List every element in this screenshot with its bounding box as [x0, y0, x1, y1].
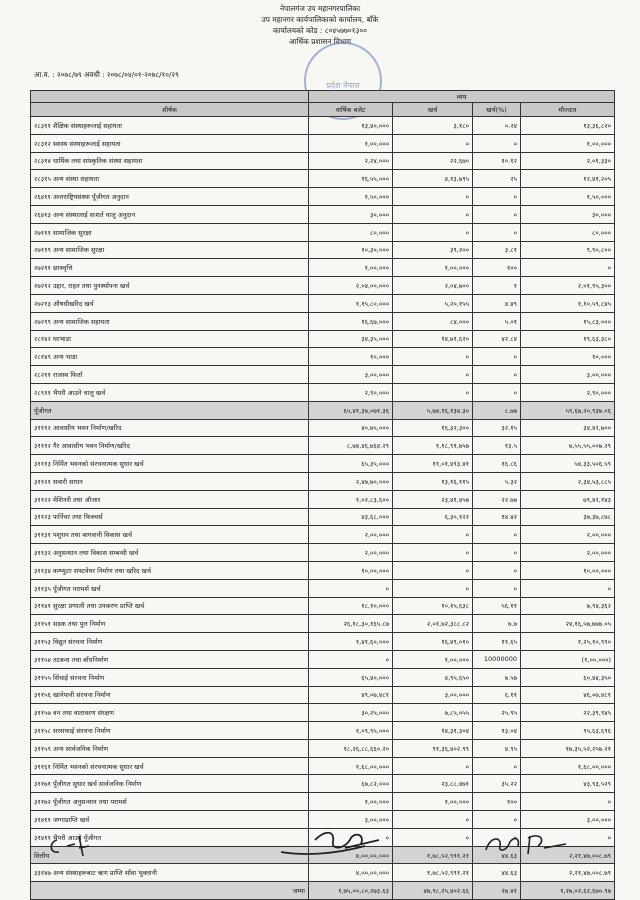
- table-row: [31, 170, 615, 188]
- row-budget-cell: १०,०००: [309, 348, 393, 366]
- row-budget-cell: १,००,०००: [309, 259, 393, 277]
- row-title-cell: ३१४११ जग्गाप्राप्ति खर्च: [31, 811, 309, 829]
- table-row: [31, 419, 615, 437]
- table-row: [31, 188, 615, 206]
- row-expense-cell: २२,६७०: [393, 152, 473, 170]
- table-row: [31, 259, 615, 277]
- row-title-cell: २८२११ राजस्व फिर्ता: [31, 366, 309, 384]
- row-percent-cell: १३.५: [473, 437, 521, 455]
- row-expense-cell: १,००,०००: [393, 793, 473, 811]
- row-budget-cell: २,०४,००,०००: [309, 277, 393, 295]
- table-row: [31, 597, 615, 615]
- row-balance-cell: ७,५५,५५,००७.२९: [521, 437, 615, 455]
- row-expense-cell: ०: [393, 544, 473, 562]
- row-balance-cell: ३४,४२,७००: [521, 419, 615, 437]
- signature-middle: [275, 826, 385, 862]
- row-percent-cell: ०: [473, 828, 521, 846]
- table-row: [31, 348, 615, 366]
- row-percent-cell: २५: [473, 170, 521, 188]
- row-title-cell: २६४११ अन्तराष्ट्रियसंस्था पूँजीगत अनुदान: [31, 188, 309, 206]
- expenditure-table: [30, 90, 615, 900]
- row-budget-cell: ६५,४१,३७,०७१.३६: [309, 401, 393, 419]
- row-percent-cell: ०: [473, 383, 521, 401]
- row-balance-cell: १५,८३,०००: [521, 312, 615, 330]
- row-title-cell: ३११२१ सवारी साधन: [31, 472, 309, 490]
- row-expense-cell: ०: [393, 579, 473, 597]
- table-row: [31, 472, 615, 490]
- table-body: [31, 117, 615, 900]
- row-title-cell: ३१११२ गैर आवासीय भवन निर्माण/खरिद: [31, 437, 309, 455]
- row-title-cell: २७२१९ अन्य सामाजिक सहायता: [31, 312, 309, 330]
- row-title-cell: २७११९ अन्य सामाजिक सुरक्षा: [31, 241, 309, 259]
- row-balance-cell: १,५०,०००: [521, 188, 615, 206]
- row-balance-cell: ३०,०००: [521, 205, 615, 223]
- row-title-cell: २८३१४ धार्मिक तथा सांस्कृतिक संस्था सहायता: [31, 152, 309, 170]
- row-balance-cell: ०: [521, 828, 615, 846]
- row-percent-cell: ०: [473, 757, 521, 775]
- table-row: [31, 650, 615, 668]
- row-budget-cell: ८०,०००: [309, 223, 393, 241]
- row-percent-cell: १: [473, 277, 521, 295]
- row-budget-cell: १,७५,००,८०,२७३.६३: [309, 882, 393, 900]
- row-balance-cell: ०: [521, 793, 615, 811]
- signature-right: [480, 828, 570, 860]
- row-percent-cell: ७.७: [473, 615, 521, 633]
- row-budget-cell: ४,००,००,०००: [309, 864, 393, 882]
- row-expense-cell: १६,३२,३००: [393, 419, 473, 437]
- table-row: [31, 455, 615, 473]
- row-percent-cell: ८.७७: [473, 401, 521, 419]
- row-title-cell: वित्तीय: [31, 846, 309, 864]
- row-budget-cell: १,१५,८०,०००: [309, 294, 393, 312]
- row-expense-cell: ३९,२००: [393, 241, 473, 259]
- row-balance-cell: ५९,६७,२०,९३७.०६: [521, 401, 615, 419]
- column-group-empty: [31, 91, 309, 103]
- row-balance-cell: ९५,६३,६९६: [521, 722, 615, 740]
- row-budget-cell: ६७,८२,०००: [309, 775, 393, 793]
- row-balance-cell: ०: [521, 259, 615, 277]
- row-budget-cell: ०: [309, 650, 393, 668]
- row-expense-cell: ११,०१,४९३.४१: [393, 455, 473, 473]
- total-row: [31, 882, 615, 900]
- signature-left: [45, 830, 105, 860]
- row-expense-cell: ७,८५,०५५: [393, 704, 473, 722]
- row-title-cell: ३११५६ खानेपानी संरचना निर्माण: [31, 686, 309, 704]
- table-row: [31, 864, 615, 882]
- row-title-cell: ३१४११ भैपरी आउने पूँजीगत: [31, 828, 309, 846]
- row-budget-cell: ३,००,०००: [309, 811, 393, 829]
- row-budget-cell: १,४१,६०,०००: [309, 633, 393, 651]
- row-balance-cell: ८०,०००: [521, 223, 615, 241]
- row-expense-cell: २,०१,७२,३८८.८२: [393, 615, 473, 633]
- table-row: [31, 615, 615, 633]
- row-expense-cell: १,७८,५२,९९१.२१: [393, 846, 473, 864]
- row-budget-cell: ६५,३५,०००: [309, 455, 393, 473]
- row-percent-cell: ४४.६३: [473, 846, 521, 864]
- row-budget-cell: ८,७४,४६,७६४.२९: [309, 437, 393, 455]
- column-header-expense: खर्च: [393, 103, 473, 117]
- row-balance-cell: २,०१,३३०: [521, 152, 615, 170]
- row-percent-cell: ०: [473, 579, 521, 597]
- row-balance-cell: २,०१,९५,३००: [521, 277, 615, 295]
- row-balance-cell: ३,००,०००: [521, 366, 615, 384]
- row-budget-cell: १,००,०००: [309, 134, 393, 152]
- row-title-cell: ३११५७ वन तथा वातावरण संरक्षण: [31, 704, 309, 722]
- row-title-cell: २८९११ भैपरी आउने चालु खर्च: [31, 383, 309, 401]
- column-header-balance: मौज्दात: [521, 103, 615, 117]
- table-row: [31, 633, 615, 651]
- row-budget-cell: १८,२६,८८,६६०.२०: [309, 739, 393, 757]
- row-balance-cell: १७,३५,५२,२५७.२१: [521, 739, 615, 757]
- row-balance-cell: १,००,०००: [521, 134, 615, 152]
- row-title-cell: २७२१३ औषधीखरिद खर्च: [31, 294, 309, 312]
- table-row: [31, 668, 615, 686]
- department-name: आर्थिक प्रशासन विभाग: [288, 37, 352, 46]
- row-expense-cell: ०: [393, 561, 473, 579]
- row-expense-cell: १३,१६,११५: [393, 472, 473, 490]
- row-expense-cell: २३,८८,४७१: [393, 775, 473, 793]
- row-budget-cell: ६५,४०,०००: [309, 668, 393, 686]
- row-percent-cell: ०: [473, 544, 521, 562]
- row-balance-cell: ३७,३७,८७८: [521, 508, 615, 526]
- row-percent-cell: ५.३२: [473, 472, 521, 490]
- row-title-cell: ३११६१ निर्मित भवनको संरचनात्मक सुधार खर्च: [31, 757, 309, 775]
- row-budget-cell: ४३,६८,०००: [309, 508, 393, 526]
- table-row: [31, 366, 615, 384]
- row-title-cell: ३११३५ पूँजीगत परामर्श खर्च: [31, 579, 309, 597]
- row-budget-cell: १६,६७,०००: [309, 312, 393, 330]
- row-budget-cell: १,५०,०००: [309, 188, 393, 206]
- table-row: [31, 686, 615, 704]
- row-percent-cell: २२.७७: [473, 490, 521, 508]
- table-row: [31, 775, 615, 793]
- row-percent-cell: २५.९५: [473, 704, 521, 722]
- row-title-cell: पूँजीगत: [31, 401, 309, 419]
- row-expense-cell: ३,००,०००: [393, 686, 473, 704]
- row-title-cell: ३११५१ सडक तथा पुल निर्माण: [31, 615, 309, 633]
- row-expense-cell: ९१,३६,४०२.९९: [393, 739, 473, 757]
- row-expense-cell: ४७,९८,२५,४०२.६६: [393, 882, 473, 900]
- row-title-cell: ३११२३ फर्निचर तथा फिक्चर्स: [31, 508, 309, 526]
- row-balance-cell: २४,१६,५७,७७७.०५: [521, 615, 615, 633]
- row-title-cell: ३११४१ सुरक्षा प्रणाली तथा उपकरण प्राप्ति खर्च: [31, 597, 309, 615]
- table-row: [31, 152, 615, 170]
- row-percent-cell: ३२.१५: [473, 419, 521, 437]
- row-balance-cell: ६०,४४,३५०: [521, 668, 615, 686]
- row-balance-cell: ०: [521, 579, 615, 597]
- row-percent-cell: 10000000: [473, 650, 521, 668]
- row-balance-cell: २,००,०००: [521, 526, 615, 544]
- row-expense-cell: १६,४९,०१०: [393, 633, 473, 651]
- row-percent-cell: १३.०४: [473, 722, 521, 740]
- row-title-cell: ३११७१ पूँजीगत सुधार खर्च सार्वजनिक निर्माण: [31, 775, 309, 793]
- row-budget-cell: २,२४,०००: [309, 152, 393, 170]
- table-row: [31, 294, 615, 312]
- row-budget-cell: ०: [309, 828, 393, 846]
- row-balance-cell: २,२१,४७,००८.७९: [521, 864, 615, 882]
- row-percent-cell: ५.०१: [473, 312, 521, 330]
- row-budget-cell: ४,००,००,०००: [309, 846, 393, 864]
- row-percent-cell: ०: [473, 223, 521, 241]
- row-expense-cell: ०: [393, 223, 473, 241]
- row-title-cell: ३११५३ विद्युत संरचना निर्माण: [31, 633, 309, 651]
- table-row: [31, 793, 615, 811]
- row-title-cell: ३११३१ पशुधन तथा बागवानी विकास खर्च: [31, 526, 309, 544]
- row-percent-cell: ६.११: [473, 686, 521, 704]
- row-budget-cell: १६,५५,०००: [309, 170, 393, 188]
- row-balance-cell: १२,४१,२०५: [521, 170, 615, 188]
- row-expense-cell: ०: [393, 526, 473, 544]
- row-percent-cell: १००: [473, 259, 521, 277]
- row-budget-cell: १,०२,८३,६००: [309, 490, 393, 508]
- row-title-cell: २८३११ शैक्षिक संस्थाहरूलाई सहायता: [31, 117, 309, 135]
- row-balance-cell: २,२१,४७,००८.७९: [521, 846, 615, 864]
- row-percent-cell: ०: [473, 348, 521, 366]
- row-expense-cell: ४,९५,६५०: [393, 668, 473, 686]
- table-row: [31, 117, 615, 135]
- table-row: [31, 437, 615, 455]
- row-expense-cell: २,०४,७००: [393, 277, 473, 295]
- row-percent-cell: ४.९५: [473, 739, 521, 757]
- table-row: [31, 526, 615, 544]
- row-title-cell: ३११५५ सिंचाई संरचना निर्माण: [31, 668, 309, 686]
- row-percent-cell: ३.८१: [473, 241, 521, 259]
- row-balance-cell: १०,००,०००: [521, 561, 615, 579]
- row-balance-cell: २२,३९,९४५: [521, 704, 615, 722]
- row-title-cell: २७१११ सामाजिक सुरक्षा: [31, 223, 309, 241]
- row-budget-cell: १,००,०००: [309, 793, 393, 811]
- row-percent-cell: १००: [473, 793, 521, 811]
- row-budget-cell: १०,३०,०००: [309, 241, 393, 259]
- row-budget-cell: १०,००,०००: [309, 561, 393, 579]
- row-percent-cell: ०: [473, 205, 521, 223]
- row-expense-cell: ०: [393, 811, 473, 829]
- table-row: [31, 579, 615, 597]
- row-expense-cell: ६,३०,१२२: [393, 508, 473, 526]
- row-balance-cell: १,२५,१०,९९०: [521, 633, 615, 651]
- row-expense-cell: ८४,०००: [393, 312, 473, 330]
- section-row: [31, 401, 615, 419]
- row-title-cell: २८१४२ घरभाडा: [31, 330, 309, 348]
- row-budget-cell: ४९,०७,४८१: [309, 686, 393, 704]
- row-balance-cell: २,३४,५३,८८५: [521, 472, 615, 490]
- row-expense-cell: ०: [393, 383, 473, 401]
- row-balance-cell: ४३,९३,५२९: [521, 775, 615, 793]
- column-header-percent: खर्च(%): [473, 103, 521, 117]
- row-budget-cell: ०: [309, 579, 393, 597]
- table-row: [31, 508, 615, 526]
- row-title-cell: २७२१२ उद्दार, राहत तथा पुनर्स्थापना खर्च: [31, 277, 309, 295]
- row-budget-cell: ३०,०००: [309, 205, 393, 223]
- row-title-cell: ३११३२ अनुसन्धान तथा विकास सम्बन्धी खर्च: [31, 544, 309, 562]
- row-balance-cell: २,००,०००: [521, 544, 615, 562]
- row-title-cell: ३१११२ आवासीय भवन निर्माण/खरिद: [31, 419, 309, 437]
- row-expense-cell: ०: [393, 134, 473, 152]
- seal-text: प्रदेश नेपाल: [326, 81, 360, 90]
- row-percent-cell: १६.८६: [473, 455, 521, 473]
- row-percent-cell: ०: [473, 811, 521, 829]
- row-title-cell: २८३१५ अन्य संस्था सहायता: [31, 170, 309, 188]
- row-budget-cell: १८,१०,०००: [309, 597, 393, 615]
- row-title-cell: ३११२२ मेशिनरी तथा औजार: [31, 490, 309, 508]
- row-expense-cell: ४,१३,७९५: [393, 170, 473, 188]
- row-percent-cell: ०: [473, 366, 521, 384]
- row-expense-cell: ०: [393, 205, 473, 223]
- row-expense-cell: ३,१८०: [393, 117, 473, 135]
- row-expense-cell: ५,२०,१५५: [393, 294, 473, 312]
- row-balance-cell: १३,३६,८२०: [521, 117, 615, 135]
- row-balance-cell: ९,९०,८००: [521, 241, 615, 259]
- row-budget-cell: २६,१८,३०,१६५.८७: [309, 615, 393, 633]
- row-title-cell: ३११५८ सरसफाई संरचना निर्माण: [31, 722, 309, 740]
- row-title-cell: ३३१४७ अन्य संस्थाहरूबाट ऋण प्राप्ति साँवा भुक्तानी: [31, 864, 309, 882]
- row-expense-cell: १०,१५,६३८: [393, 597, 473, 615]
- row-title-cell: जम्मा: [31, 882, 309, 900]
- row-percent-cell: ०: [473, 134, 521, 152]
- row-budget-cell: १,६८,००,०००: [309, 757, 393, 775]
- row-balance-cell: ५४,३३,५०६.५९: [521, 455, 615, 473]
- row-budget-cell: २,००,०००: [309, 544, 393, 562]
- table-row: [31, 544, 615, 562]
- row-percent-cell: ४.४९: [473, 294, 521, 312]
- row-title-cell: ३११३४ कम्प्युटर सफ्टवेयर निर्माण तथा खरिद खर्च: [31, 561, 309, 579]
- table-row: [31, 277, 615, 295]
- table-row: [31, 739, 615, 757]
- row-balance-cell: २,९०,०००: [521, 383, 615, 401]
- row-expense-cell: १,७८,५२,९९१.२१: [393, 864, 473, 882]
- row-expense-cell: २३,४१,४५७: [393, 490, 473, 508]
- row-title-cell: २८१४९ अन्य भाडा: [31, 348, 309, 366]
- table-row: [31, 722, 615, 740]
- table-row: [31, 134, 615, 152]
- table-row: [31, 757, 615, 775]
- row-percent-cell: १४.४२: [473, 508, 521, 526]
- municipality-name: नेपालगंज उप महानगरपालिका: [280, 4, 360, 13]
- row-balance-cell: १,१०,५९,८४५: [521, 294, 615, 312]
- row-budget-cell: ३४,३५,०००: [309, 330, 393, 348]
- row-percent-cell: ४२.८४: [473, 330, 521, 348]
- row-title-cell: ३१११३ निर्मित भवनको संरचनात्मक सुधार खर्च: [31, 455, 309, 473]
- row-budget-cell: ४०,७५,०००: [309, 419, 393, 437]
- row-balance-cell: १०,०००: [521, 348, 615, 366]
- row-percent-cell: ०.२४: [473, 117, 521, 135]
- column-group-expenditure: व्यय: [309, 91, 615, 103]
- row-title-cell: ३११५९ अन्य सार्वजनिक निर्माण: [31, 739, 309, 757]
- row-budget-cell: १,०९,९५,०००: [309, 722, 393, 740]
- row-percent-cell: ४४.६३: [473, 864, 521, 882]
- table-row: [31, 312, 615, 330]
- row-percent-cell: ७.५७: [473, 668, 521, 686]
- row-expense-cell: १,१८,९१,७५७: [393, 437, 473, 455]
- row-balance-cell: १९,६३,३८०: [521, 330, 615, 348]
- row-expense-cell: ०: [393, 348, 473, 366]
- row-budget-cell: २,९०,०००: [309, 383, 393, 401]
- row-title-cell: २८३१२ स्वास्थ संस्थाहरूलाई सहायता: [31, 134, 309, 152]
- document-header: [0, 0, 640, 47]
- row-expense-cell: ०: [393, 828, 473, 846]
- row-balance-cell: (१,००,०००): [521, 650, 615, 668]
- row-budget-cell: ३०,२५,०००: [309, 704, 393, 722]
- row-percent-cell: ३५.२२: [473, 775, 521, 793]
- row-expense-cell: १,००,०००: [393, 259, 473, 277]
- table-row: [31, 223, 615, 241]
- row-balance-cell: ७९,४२,१४३: [521, 490, 615, 508]
- table-row: [31, 241, 615, 259]
- row-title-cell: २७२११ छात्रवृत्ति: [31, 259, 309, 277]
- row-percent-cell: ०: [473, 188, 521, 206]
- row-percent-cell: २७.४१: [473, 882, 521, 900]
- table-row: [31, 704, 615, 722]
- row-percent-cell: १०.१२: [473, 152, 521, 170]
- table-row: [31, 561, 615, 579]
- row-percent-cell: ११.६५: [473, 633, 521, 651]
- row-percent-cell: ५६.११: [473, 597, 521, 615]
- row-title-cell: ३११५४ तटबन्ध तथा बाँधनिर्माण: [31, 650, 309, 668]
- row-expense-cell: १४,७१,६२०: [393, 330, 473, 348]
- row-balance-cell: ७,९४,३६२: [521, 597, 615, 615]
- row-title-cell: ३११७२ पूँजीगत अनुसन्धान तथा परामर्श: [31, 793, 309, 811]
- row-title-cell: २६४१३ अन्य संस्थालाई सःशर्त चालु अनुदान: [31, 205, 309, 223]
- row-budget-cell: ३,००,०००: [309, 366, 393, 384]
- row-balance-cell: १,२७,०२,६२,६७०.९७: [521, 882, 615, 900]
- row-balance-cell: ४६,०७,४८१: [521, 686, 615, 704]
- column-header-title: शीर्षक: [31, 103, 309, 117]
- row-balance-cell: १,६८,००,०००: [521, 757, 615, 775]
- row-expense-cell: १,००,०००: [393, 650, 473, 668]
- row-expense-cell: ५,७४,१६,१३४.३०: [393, 401, 473, 419]
- table-row: [31, 205, 615, 223]
- row-expense-cell: १४,३१,३०४: [393, 722, 473, 740]
- table-row: [31, 383, 615, 401]
- row-budget-cell: २,००,०००: [309, 526, 393, 544]
- column-header-budget: वार्षिक बजेट: [309, 103, 393, 117]
- row-expense-cell: ०: [393, 188, 473, 206]
- row-expense-cell: ०: [393, 366, 473, 384]
- row-budget-cell: १३,४०,०००: [309, 117, 393, 135]
- row-budget-cell: २,४७,७०,०००: [309, 472, 393, 490]
- row-percent-cell: ०: [473, 526, 521, 544]
- fiscal-period: आ.व. : २०७८/७९ अवधी : २०७८/०४/०१-२०७८/१०/२९: [34, 70, 179, 79]
- row-balance-cell: ३,००,०००: [521, 811, 615, 829]
- office-code: कार्यालयको कोड : ८०४५७७०१३००: [272, 26, 368, 35]
- office-name: उप महानगर कार्यपालिकाको कार्यालय, बाँके: [261, 15, 379, 24]
- table-row: [31, 490, 615, 508]
- row-expense-cell: ०: [393, 757, 473, 775]
- row-percent-cell: ०: [473, 561, 521, 579]
- table-row: [31, 330, 615, 348]
